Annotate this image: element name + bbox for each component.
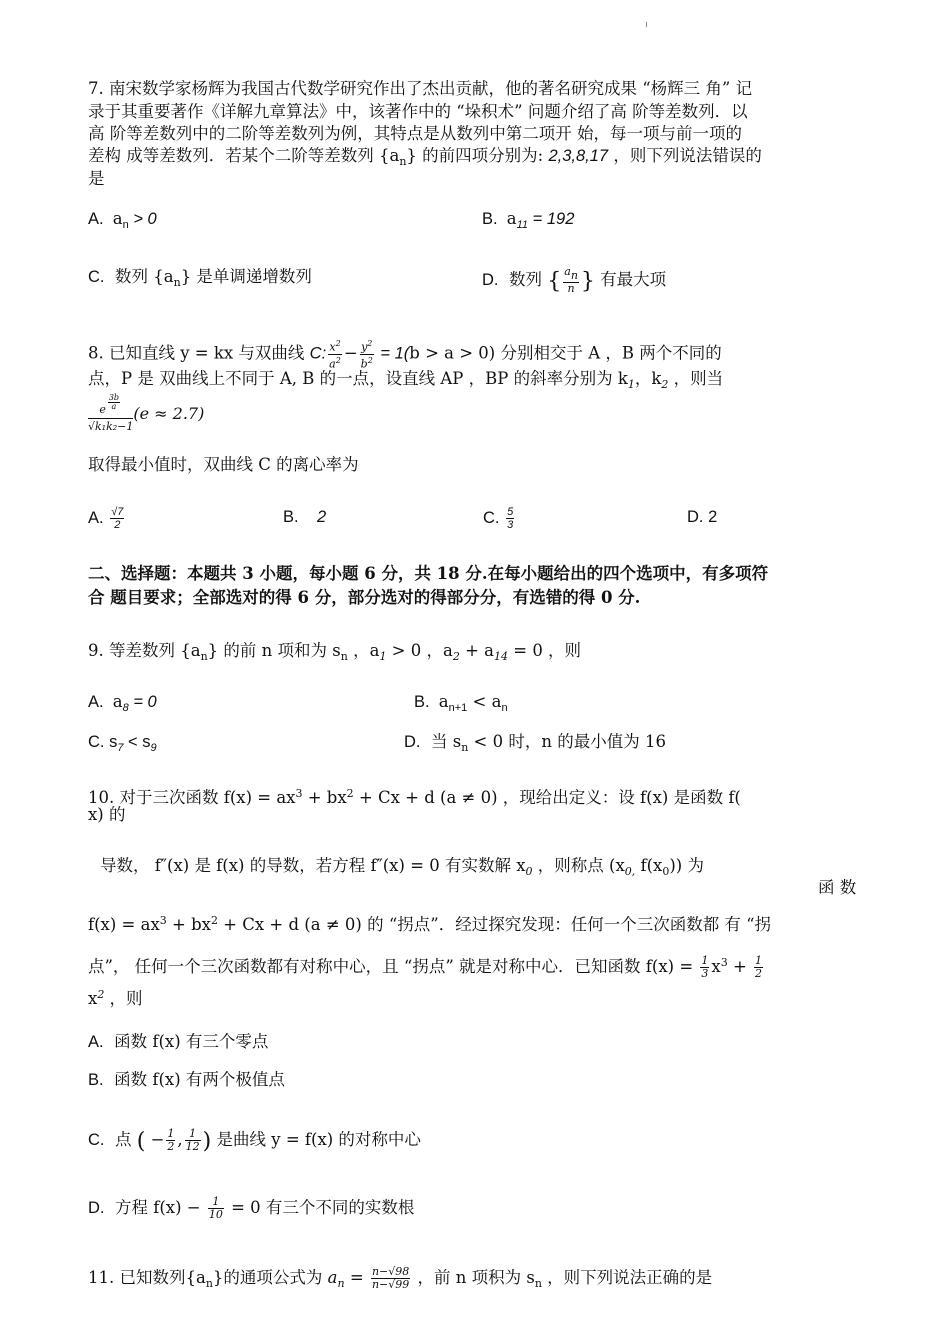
q8-option-b: B. 2 (283, 508, 327, 526)
q9-stem: 9. 等差数列 $\{a_n\}$ 的前 n 项和为 $s_n$ ，$a_1 > 0$ ，$a_2 + a_{14} = 0$ ，则 (88, 641, 582, 663)
q10-line-2: x) 的 (88, 805, 126, 824)
q8-line-1: 8. 已知直线 y = kx 与双曲线 C: $\frac{x^2}{a^2}$ − $\frac{y^2}{b^2}$ = 1(b > a > 0) 分别相交于 A ，B 两个不同的 (88, 339, 722, 371)
q10-option-a: A. 函数 f(x) 有三个零点 (88, 1032, 269, 1051)
q8-option-a: A. $\frac{√7}{2}$ (88, 506, 124, 531)
q7-option-d: D. 数列 { $\frac{an}{n}$ } 有最大项 (482, 265, 667, 295)
q7-option-b: B. $a_{11} = 192$ (482, 209, 575, 231)
q8-line-4: 取得最小值时，双曲线 C 的离心率为 (88, 455, 359, 474)
section-2-heading-line-1: 二、选择题：本题共 3 小题，每小题 6 分，共 18 分.在每小题给出的四个选项中，有多项符 (88, 564, 769, 583)
q7-line-4: 差构 成等差数列．若某个二阶等差数列 $\{a_n\}$ 的前四项分别为: 2,3,8,17 ，则下列说法错误的 (88, 146, 762, 168)
q10-line-6: $x^2$ ，则 (88, 988, 143, 1008)
section-2-heading-line-2: 合 题目要求；全部选对的得 6 分，部分选对的得部分分，有选错的得 0 分. (88, 588, 641, 607)
q10-line-3: 导数， f″(x) 是 f(x) 的导数，若方程 f″(x) = 0 有实数解 $x_0$ ，则称点 ($x_{0,}$ $f(x_0)$) 为 (100, 856, 704, 878)
q10-option-d: D. 方程 f(x) − $\frac{1}{10}$ = 0 有三个不同的实数根 (88, 1195, 415, 1221)
q9-option-b: B. $a_{n+1} < a_n$ (414, 692, 508, 714)
q7-line-2: 录于其重要著作《详解九章算法》中，该著作中的 “垛积术” 问题介绍了高 阶等差数列．以 (88, 102, 748, 121)
q9-option-c: C. $s_7 < s_9$ (88, 733, 157, 754)
page-mark (646, 22, 647, 27)
q7-option-c: C. 数列 $\{a_n\}$ 是单调递增数列 (88, 267, 312, 289)
q7-line-1: 7. 南宋数学家杨辉为我国古代数学研究作出了杰出贡献，他的著名研究成果 “杨辉三 角” 记 (88, 79, 753, 98)
q8-expression: e $^{\frac{3b}{a}}$ √k₁k₂−1 (e ≈ 2.7) (88, 393, 205, 433)
q10-line-4: $f(x) = ax^3 + bx^2 + Cx + d$ (a ≠ 0) 的 “拐点”．经过探究发现：任何一个三次函数都 有 “拐 (88, 914, 772, 934)
q9-option-d: D. 当 $s_n < 0$ 时，n 的最小值为 16 (404, 732, 666, 754)
q10-option-b: B. 函数 f(x) 有两个极值点 (88, 1070, 285, 1089)
q8-line-2: 点，P 是 双曲线上不同于 A, B 的一点，设直线 AP ，BP 的斜率分别为 $k_1$，$k_2$ ，则当 (88, 369, 724, 391)
q10-line-5: 点”， 任何一个三次函数都有对称中心，且 “拐点” 就是对称中心．已知函数 f(x) = $\frac{1}{3}$ $x^3$ + $\frac{1}{2}$ (88, 954, 763, 980)
q10-line-3-wrap: 函 数 (818, 878, 857, 897)
q7-option-a: A. $a_n > 0$ (88, 209, 157, 231)
q9-option-a: A. $a_8 = 0$ (88, 692, 157, 714)
q8-option-c: C. $\frac{5}{3}$ (483, 506, 514, 531)
q7-line-3: 高 阶等差数列中的二阶等差数列为例，其特点是从数列中第二项开 始，每一项与前一项的 (88, 124, 742, 143)
q8-option-d: D. 2 (687, 508, 718, 526)
q10-option-c: C. 点 ( − $\frac{1}{2}$ , $\frac{1}{12}$ ) 是曲线 y = f(x) 的对称中心 (88, 1127, 421, 1154)
q7-line-5: 是 (88, 169, 105, 188)
q10-line-1: 10. 对于三次函数 $f(x) = ax^3 + bx^2 + Cx + d$ (a ≠ 0) ，现给出定义：设 f(x) 是函数 f( (88, 787, 741, 807)
q11-stem: 11. 已知数列$\{a_n\}$的通项公式为 $a_n$ = $\frac{n-√98}{n-√99}$ ，前 n 项积为 $s_n$ ，则下列说法正确的是 (88, 1265, 713, 1291)
